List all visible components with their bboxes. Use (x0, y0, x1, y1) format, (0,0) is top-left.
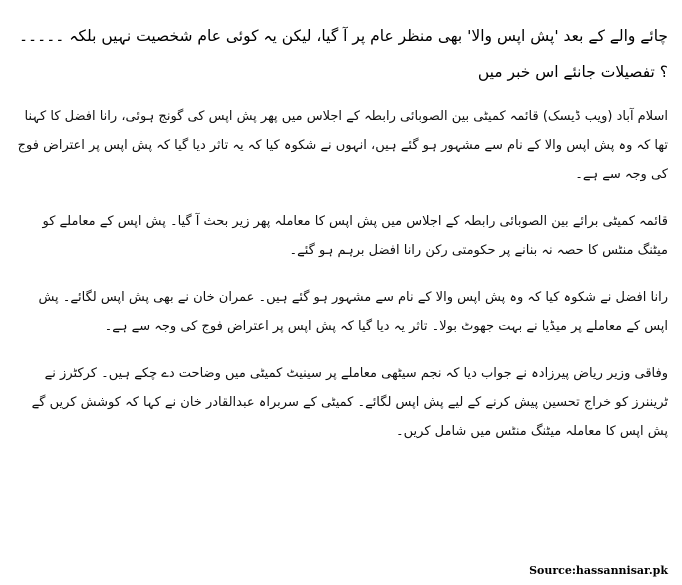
article-paragraph: اسلام آباد (ویب ڈیسک) قائمہ کمیٹی بین الصوبائی رابطہ کے اجلاس میں پھر پش اپس کی گونج ہوئی، رانا افضل کا کہنا تھا کہ وہ پش اپس والا کے نام سے مشہور ہو گئے ہیں، انہوں نے شکوہ کیا کہ یہ تاثر دیا گیا کہ پش اپس پر اعتراض فوج کی وجہ سے ہے۔ (17, 109, 668, 182)
article-paragraph: قائمہ کمیٹی برائے بین الصوبائی رابطہ کے اجلاس میں پش اپس کا معاملہ پھر زیر بحث آ گیا۔ پش اپس کے معاملے کو میٹنگ منٹس کا حصہ نہ بنانے پر حکومتی رکن رانا افضل برہم ہو گئے۔ (42, 214, 668, 258)
article-paragraph: رانا افضل نے شکوہ کیا کہ وہ پش اپس والا کے نام سے مشہور ہو گئے ہیں۔ عمران خان نے بھی پش اپس لگائے۔ پش اپس کے معاملے پر میڈیا نے بہت جھوٹ بولا۔ تاثر یہ دیا گیا کہ پش اپس پر اعتراض فوج کی وجہ سے ہے۔ (38, 290, 668, 334)
article (14, 18, 668, 464)
article-headline: چائے والے کے بعد 'پش اپس والا' بھی منظر عام پر آ گیا، لیکن یہ کوئی عام شخصیت نہیں بلکہ ۔۔۔۔۔ ؟ تفصیلات جانئے اس خبر میں (18, 27, 668, 81)
source-credit: Source:hassannisar.pk (529, 564, 668, 577)
article-paragraph: وفاقی وزیر ریاض پیرزادہ نے جواب دیا کہ نجم سیٹھی معاملے پر سینیٹ کمیٹی میں وضاحت دے چکے ہیں۔ کرکٹرز نے ٹریننرز کو خراج تحسین پیش کرنے کے لیے پش اپس لگائے۔ کمیٹی کے سربراہ عبدالقادر خان نے کہا کہ کوشش کریں گے پش اپس کا معاملہ میٹنگ منٹس میں شامل کریں۔ (31, 366, 668, 439)
